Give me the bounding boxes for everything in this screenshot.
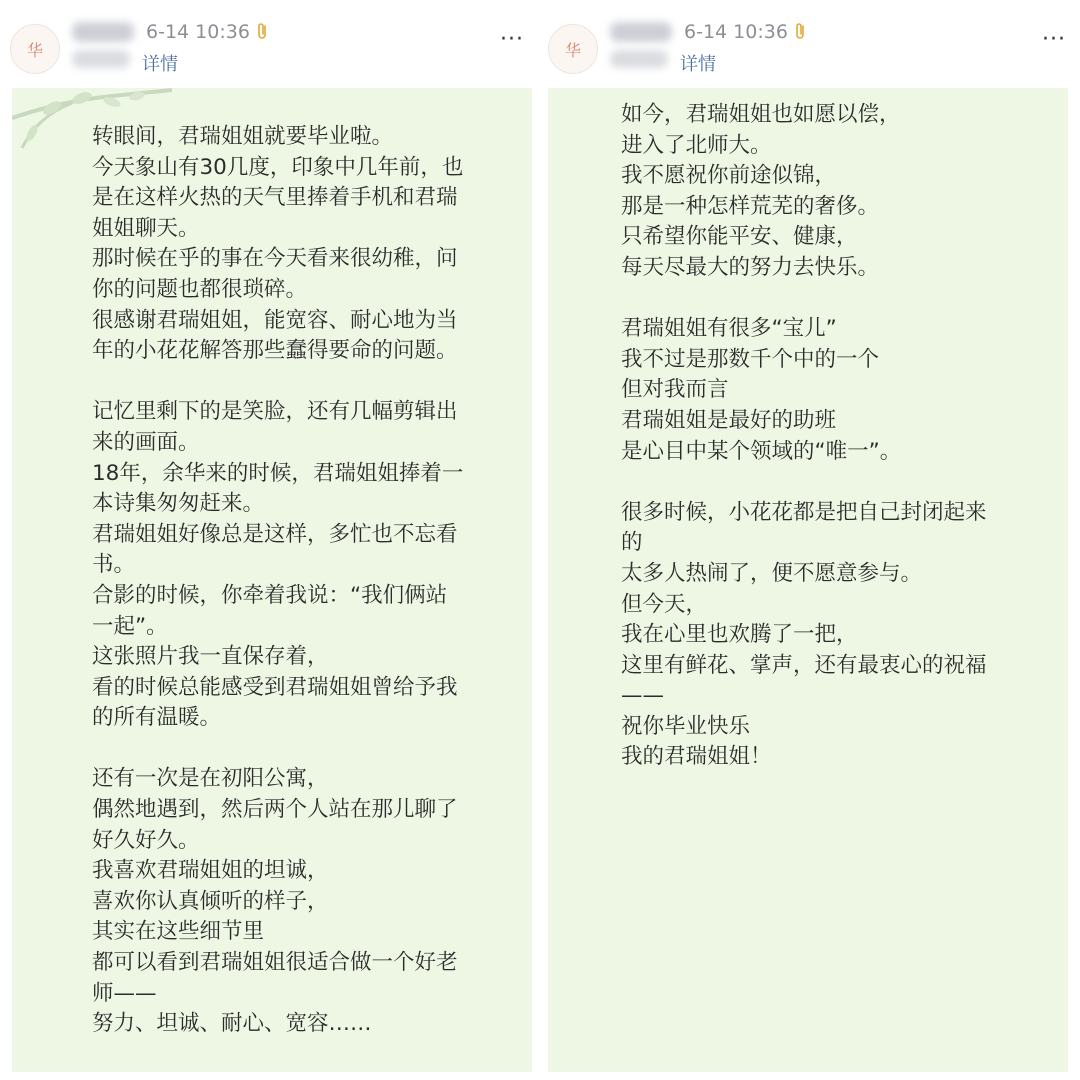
- post-body-text: 转眼间，君瑞姐姐就要毕业啦。 今天象山有30几度，印象中几年前，也是在这样火热的天气里捧着手机和君瑞姐姐聊天。 那时候在乎的事在今天看来很幼稚，问你的问题也都很琐碎。 很感谢君瑞姐姐，能宽容、耐心地为当年的小花花解答那些蠢得要命的问题。 记忆里剩下的是笑脸，还有几幅剪辑出来的画面。 18年，余华来的时候，君瑞姐姐捧着一本诗集匆匆赶来。 君瑞姐姐好像总是这样，多忙也不忘看书。 合影的时候，你牵着我说：“我们俩站一起”。 这张照片我一直保存着， 看的时候总能感受到君瑞姐姐曾给予我的所有温暖。 还有一次是在初阳公寓， 偶然地遇到，然后两个人站在那儿聊了好久好久。 我喜欢君瑞姐姐的坦诚， 喜欢你认真倾听的样子， 其实在这些细节里 都可以看到君瑞姐姐很适合做一个好老师—— 努力、坦诚、耐心、宽容……: [92, 124, 464, 1037]
- note-card: [12, 88, 532, 1072]
- blurred-username: [610, 22, 672, 42]
- detail-link[interactable]: 详情: [680, 54, 716, 75]
- detail-link[interactable]: 详情: [142, 54, 178, 75]
- post-header: [538, 0, 1080, 88]
- note-card: [548, 88, 1068, 1072]
- post-time: 6-14 10:36: [146, 21, 250, 43]
- avatar[interactable]: [10, 24, 60, 74]
- blurred-subtitle: [610, 50, 668, 68]
- more-options-icon[interactable]: ···: [1042, 27, 1066, 52]
- blurred-subtitle: [72, 50, 130, 68]
- paperclip-icon: [795, 22, 807, 45]
- paperclip-icon: [257, 22, 269, 45]
- blurred-username: [72, 22, 134, 42]
- post-time: 6-14 10:36: [684, 21, 788, 43]
- post-body-text: 如今，君瑞姐姐也如愿以偿， 进入了北师大。 我不愿祝你前途似锦， 那是一种怎样荒芜的奢侈。 只希望你能平安、健康， 每天尽最大的努力去快乐。 君瑞姐姐有很多“宝儿” 我不过是那数千个中的一个 但对我而言 君瑞姐姐是最好的助班 是心目中某个领域的“唯一”。 很多时候，小花花都是把自己封闭起来的 太多人热闹了，便不愿意参与。 但今天， 我在心里也欢腾了一把， 这里有鲜花、掌声，还有最衷心的祝福—— 祝你毕业快乐 我的君瑞姐姐！: [621, 102, 987, 770]
- post-panel-right: [538, 0, 1080, 1080]
- post-header: [0, 0, 538, 88]
- avatar[interactable]: [548, 24, 598, 74]
- more-options-icon[interactable]: ···: [500, 27, 524, 52]
- post-panel-left: [0, 0, 538, 1080]
- avatar-initial: 华: [26, 40, 43, 60]
- avatar-initial: 华: [564, 40, 581, 60]
